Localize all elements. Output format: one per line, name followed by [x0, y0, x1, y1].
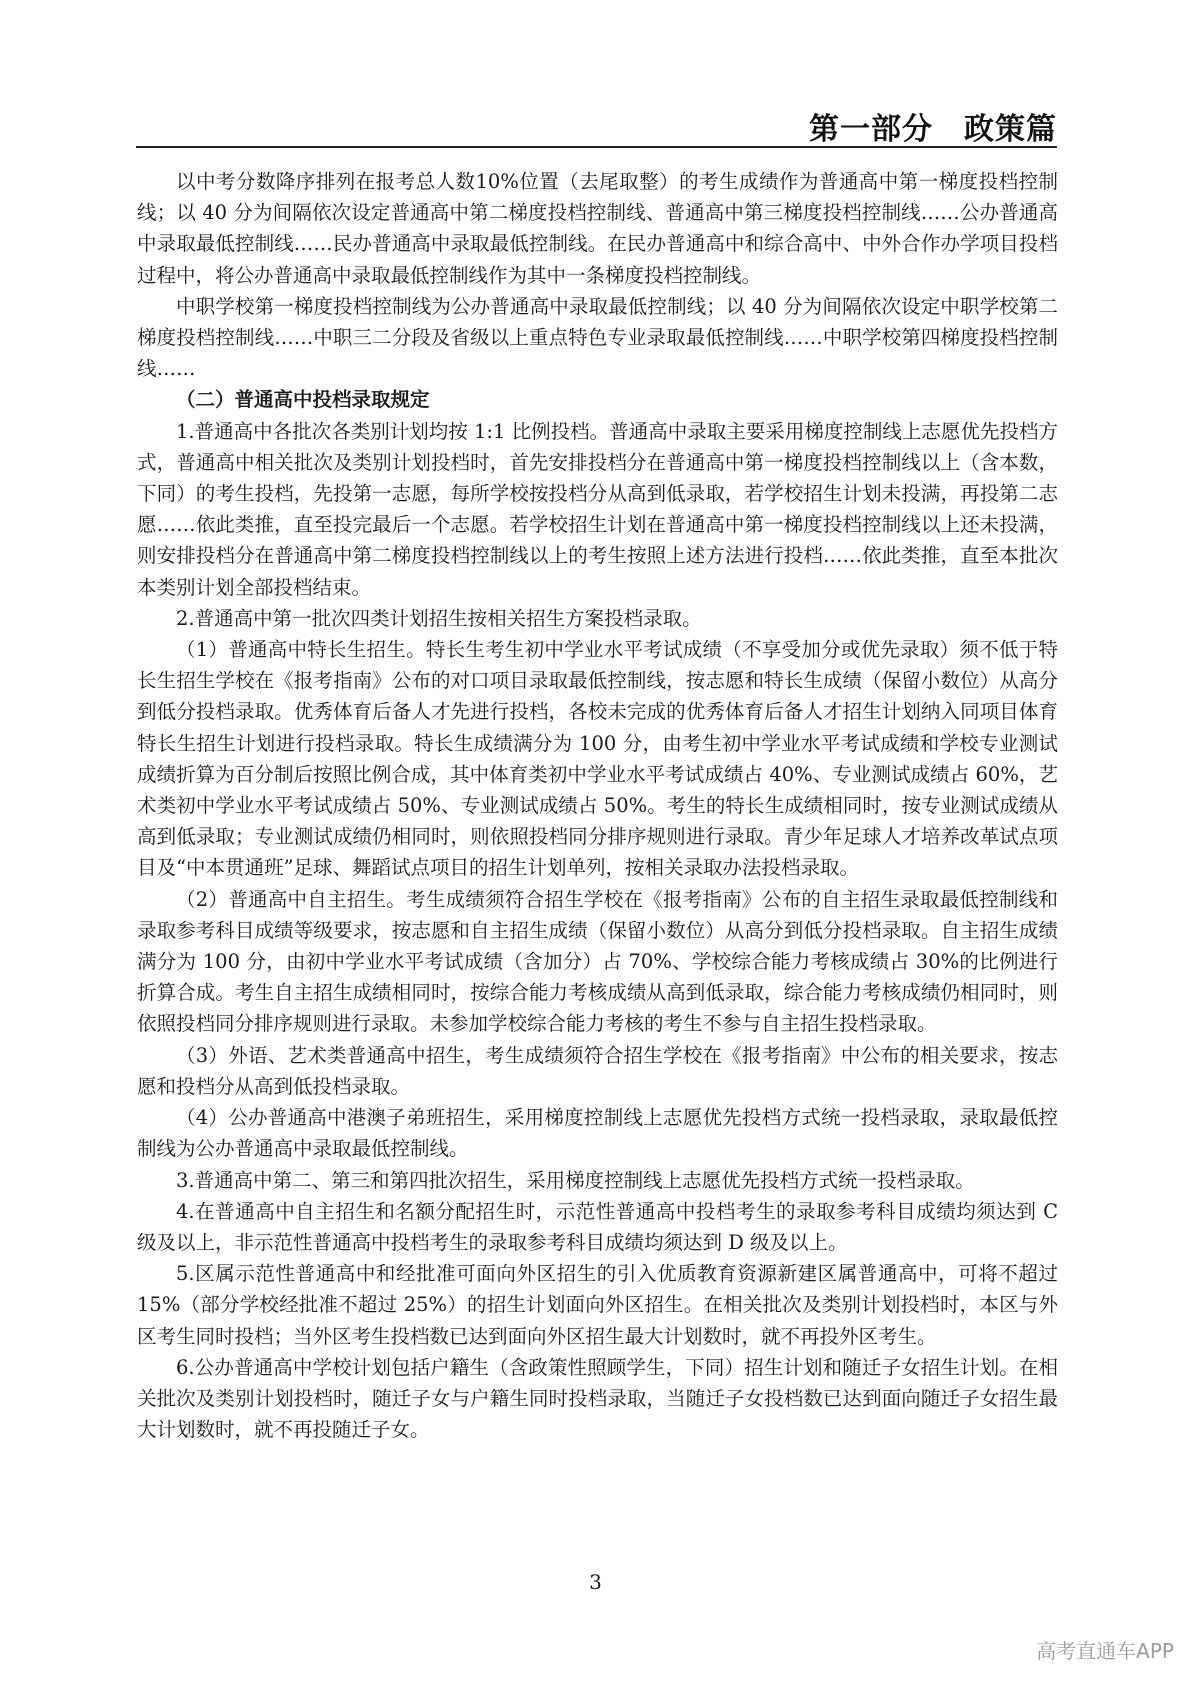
- paragraph-rule-2: 2.普通高中第一批次四类计划招生按相关招生方案投档录取。: [176, 606, 702, 630]
- watermark-text: 高考直通车APP: [1036, 1639, 1174, 1663]
- paragraph-rule-2-2: （2）普通高中自主招生。考生成绩须符合招生学校在《报考指南》公布的自主招生录取最低控制线和录取参考科目成绩等级要求，按志愿和自主招生成绩（保留小数位）从高分到低分投档录取。自主招生成绩满分为 100 分，由初中学业水平考试成绩（含加分）占 70%、学校综合能力考核成绩占 30%的比例进行折算合成。考生自主招生成绩相同时，按综合能力考核成绩从高到低录取，综合能力考核成绩仍相同时，则依照投档同分排序规则进行录取。未参加学校综合能力考核的考生不参与自主招生投档录取。: [137, 887, 1058, 1036]
- paragraph-rule-1: 1.普通高中各批次各类别计划均按 1:1 比例投档。普通高中录取主要采用梯度控制线上志愿优先投档方式，普通高中相关批次及类别计划投档时，首先安排投档分在普通高中第一梯度投档控制线以上（含本数，下同）的考生投档，先投第一志愿，每所学校按投档分从高到低录取，若学校招生计划未投满，再投第二志愿……依此类推，直至投完最后一个志愿。若学校招生计划在普通高中第一梯度投档控制线以上还未投满，则安排投档分在普通高中第二梯度投档控制线以上的考生按照上述方法进行投档……依此类推，直至本批次本类别计划全部投档结束。: [137, 419, 1058, 599]
- paragraph-rule-5: 5.区属示范性普通高中和经批准可面向外区招生的引入优质教育资源新建区属普通高中，可将不超过 15%（部分学校经批准不超过 25%）的招生计划面向外区招生。在相关批次及类别计划投档时，本区与外区考生同时投档；当外区考生投档数已达到面向外区招生最大计划数时，就不再投外区考生。: [137, 1262, 1058, 1348]
- section-heading-admission-rules: （二）普通高中投档录取规定: [176, 388, 430, 412]
- header-divider: [136, 146, 1057, 148]
- paragraph-rule-2-3: （3）外语、艺术类普通高中招生，考生成绩须符合招生学校在《报考指南》中公布的相关要求，按志愿和投档分从高到低投档录取。: [137, 1043, 1058, 1098]
- paragraph-gradient-lines-vocational: 中职学校第一梯度投档控制线为公办普通高中录取最低控制线；以 40 分为间隔依次设定中职学校第二梯度投档控制线……中职三二分段及省级以上重点特色专业录取最低控制线……中职学校第四梯度投档控制线……: [137, 294, 1058, 381]
- paragraph-rule-3: 3.普通高中第二、第三和第四批次招生，采用梯度控制线上志愿优先投档方式统一投档录取。: [176, 1168, 975, 1192]
- paragraph-gradient-lines-high-school: 以中考分数降序排列在报考总人数10%位置（去尾取整）的考生成绩作为普通高中第一梯度投档控制线；以 40 分为间隔依次设定普通高中第二梯度投档控制线、普通高中第三梯度投档控制线……公办普通高中录取最低控制线……民办普通高中录取最低控制线。在民办普通高中和综合高中、中外合作办学项目投档过程中，将公办普通高中录取最低控制线作为其中一条梯度投档控制线。: [137, 170, 1058, 287]
- document-body: [137, 166, 1058, 1445]
- section-header-title: 第一部分 政策篇: [809, 112, 1057, 147]
- paragraph-rule-4: 4.在普通高中自主招生和名额分配招生时，示范性普通高中投档考生的录取参考科目成绩均须达到 C 级及以上，非示范性普通高中投档考生的录取参考科目成绩均须达到 D 级及以上。: [137, 1199, 1058, 1254]
- paragraph-rule-2-1: （1）普通高中特长生招生。特长生考生初中学业水平考试成绩（不享受加分或优先录取）须不低于特长生招生学校在《报考指南》公布的对口项目录取最低控制线，按志愿和特长生成绩（保留小数位）从高分到低分投档录取。优秀体育后备人才先进行投档，各校未完成的优秀体育后备人才招生计划纳入同项目体育特长生招生计划进行投档录取。特长生成绩满分为 100 分，由考生初中学业水平考试成绩和学校专业测试成绩折算为百分制后按照比例合成，其中体育类初中学业水平考试成绩占 40%、专业测试成绩占 60%，艺术类初中学业水平考试成绩占 50%、专业测试成绩占 50%。考生的特长生成绩相同时，按专业测试成绩从高到低录取；专业测试成绩仍相同时，则依照投档同分排序规则进行录取。青少年足球人才培养改革试点项目及“中本贯通班”足球、舞蹈试点项目的招生计划单列，按相关录取办法投档录取。: [137, 638, 1058, 880]
- paragraph-rule-6: 6.公办普通高中学校计划包括户籍生（含政策性照顾学生，下同）招生计划和随迁子女招生计划。在相关批次及类别计划投档时，随迁子女与户籍生同时投档录取，当随迁子女投档数已达到面向随迁子女招生最大计划数时，就不再投随迁子女。: [137, 1355, 1058, 1442]
- page-number: 3: [589, 1570, 602, 1594]
- paragraph-rule-2-4: （4）公办普通高中港澳子弟班招生，采用梯度控制线上志愿优先投档方式统一投档录取，录取最低控制线为公办普通高中录取最低控制线。: [137, 1106, 1058, 1161]
